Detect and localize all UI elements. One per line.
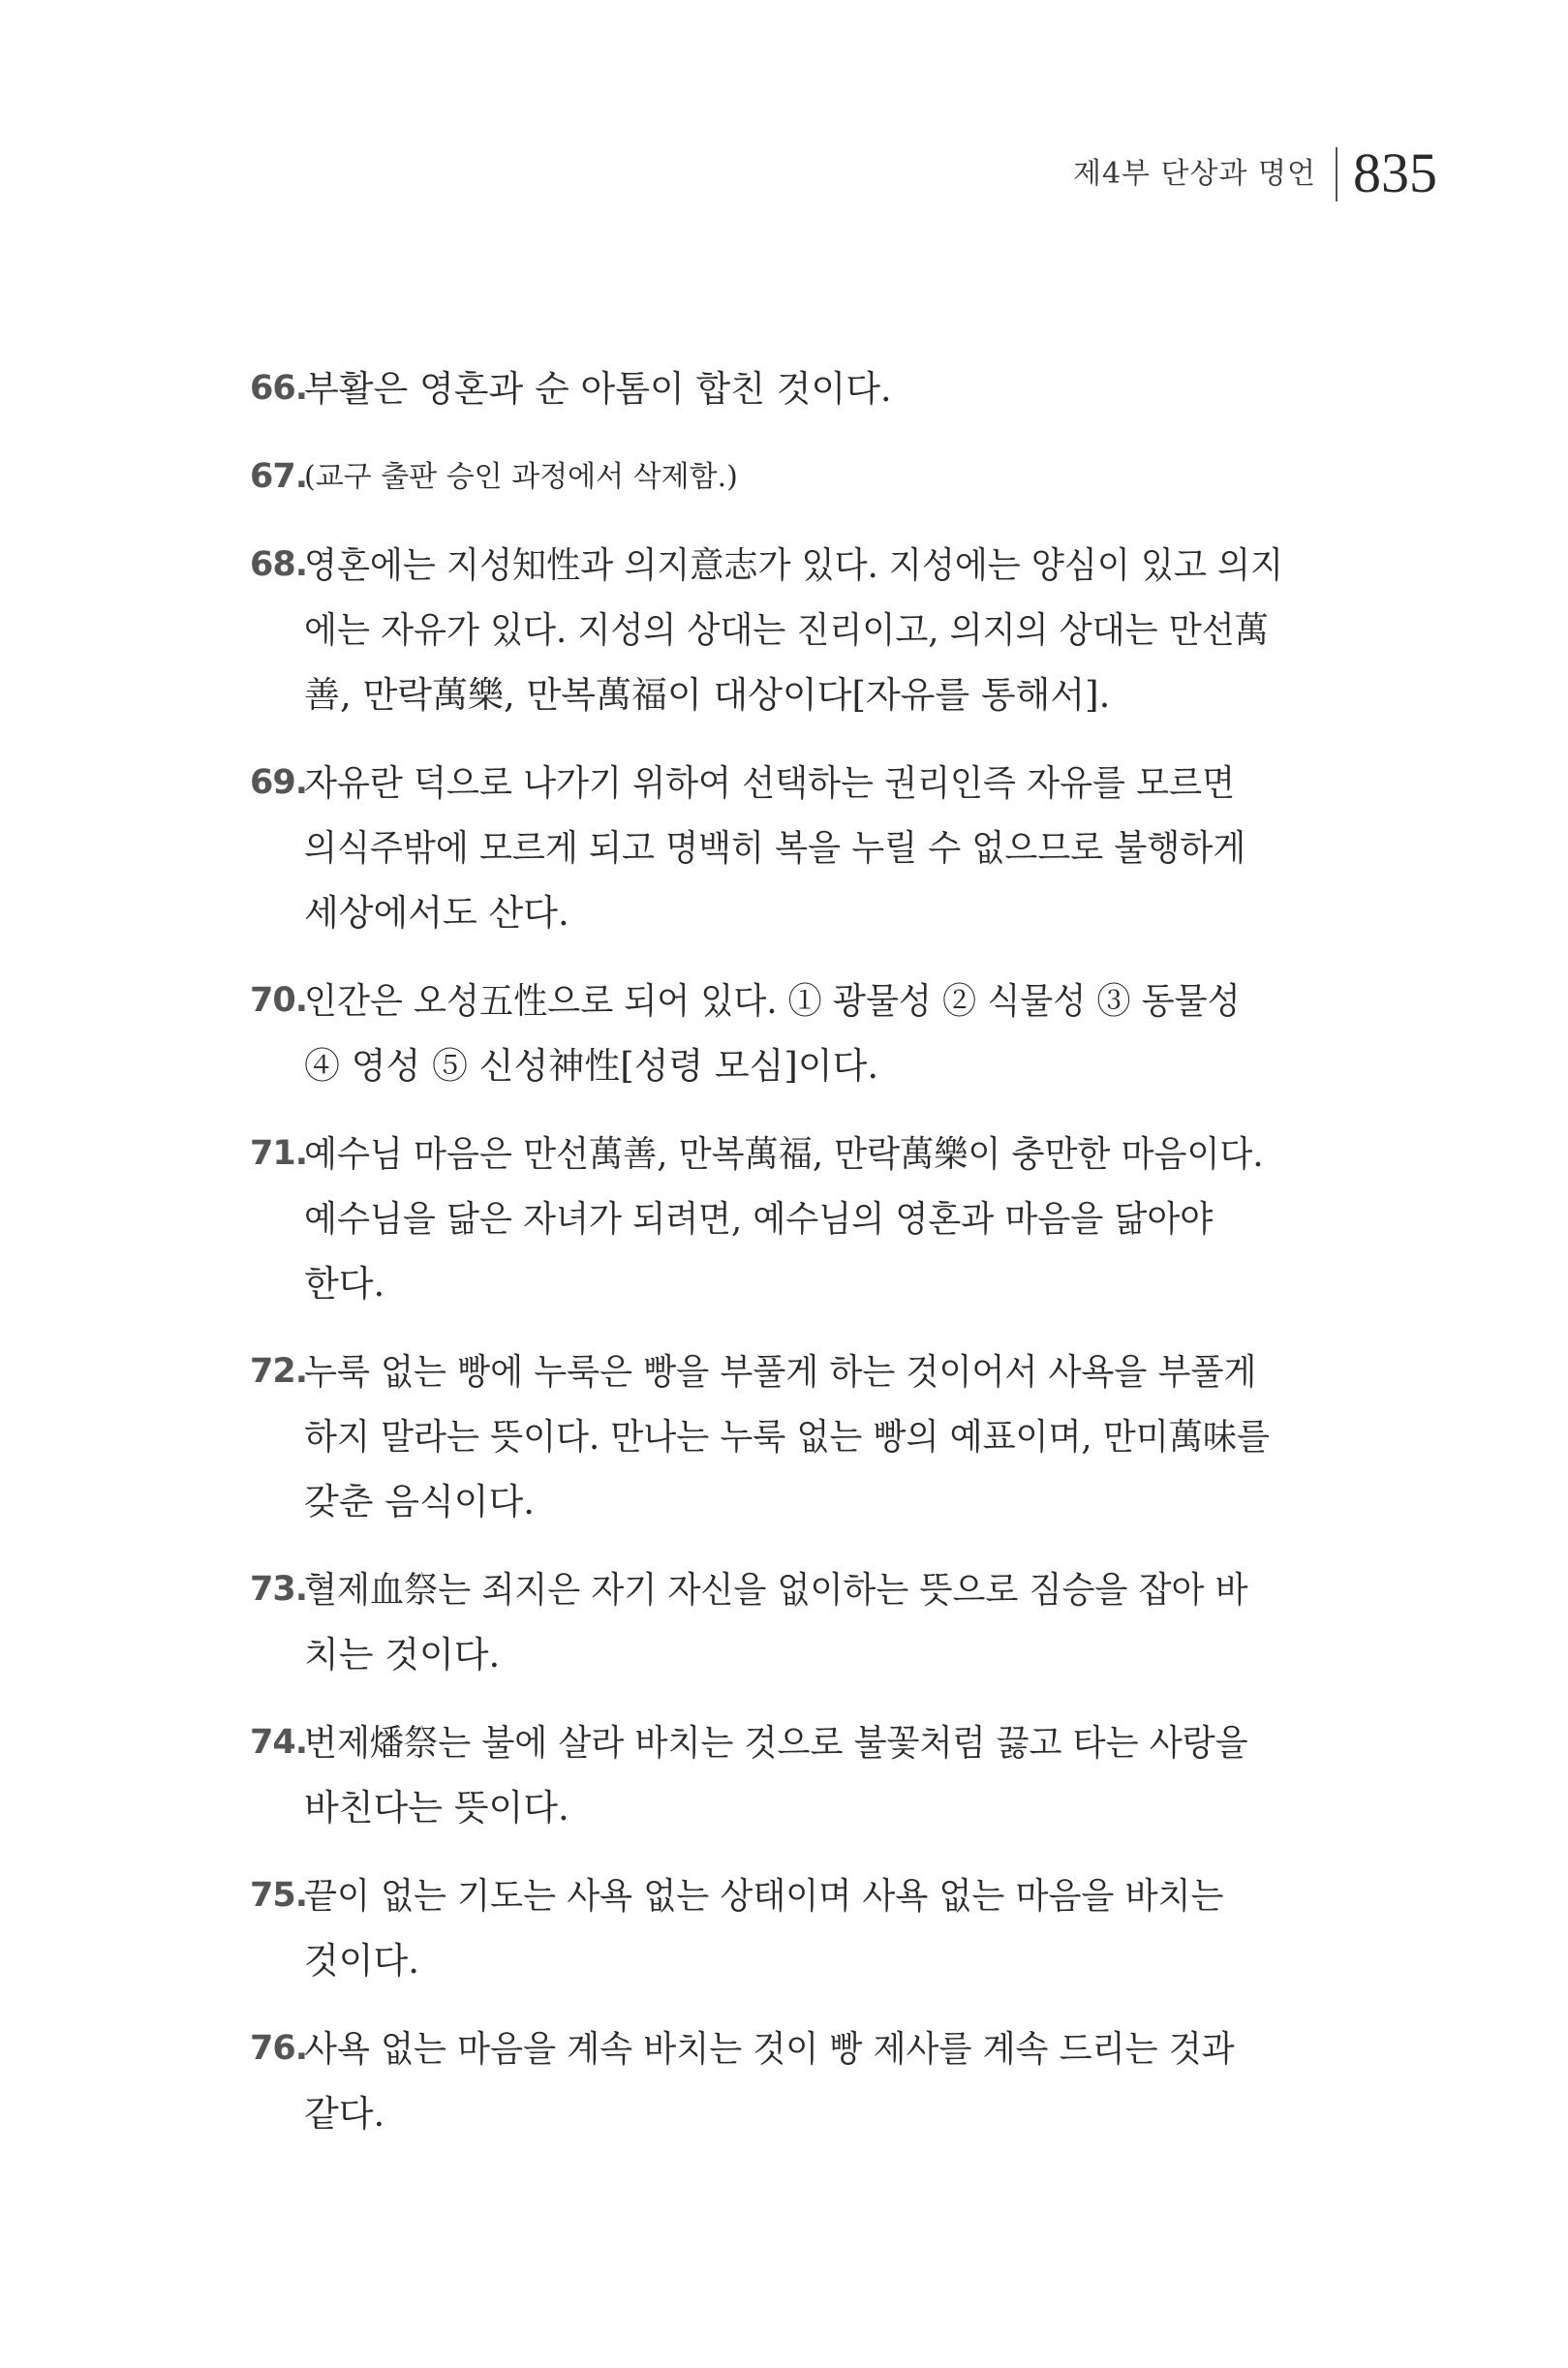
running-header [1072, 141, 1437, 204]
entry-text: 누룩 없는 빵에 누룩은 빵을 부풀게 하는 것이어서 사욕을 부풀게 [304, 1351, 1257, 1393]
list-item [250, 2016, 1315, 2146]
entry-line [250, 356, 1315, 421]
entry-line [250, 2081, 1315, 2146]
entry-number: 73. [250, 1570, 308, 1609]
entry-text: 하지 말라는 뜻이다. 만나는 누룩 없는 빵의 예표이며, 만미萬味를 [304, 1416, 1270, 1458]
entry-text: 바친다는 뜻이다. [304, 1787, 569, 1829]
list-item [250, 1339, 1315, 1534]
entry-text: 갖춘 음식이다. [304, 1481, 535, 1522]
entry-number: 68. [250, 545, 308, 584]
entry-line [250, 1186, 1315, 1251]
entry-text: 예수님 마음은 만선萬善, 만복萬福, 만락萬樂이 충만한 마음이다. [304, 1133, 1264, 1175]
entry-line [250, 1469, 1315, 1534]
list-item [250, 1863, 1315, 1993]
entry-text: 부활은 영혼과 순 아톰이 합친 것이다. [304, 368, 892, 410]
list-item [250, 1557, 1315, 1687]
entry-number: 67. [250, 457, 308, 496]
entry-text: 자유란 덕으로 나가기 위하여 선택하는 권리인즉 자유를 모르면 [304, 762, 1236, 804]
list-item [250, 969, 1315, 1098]
entry-line [250, 1033, 1315, 1098]
entry-text: 것이다. [304, 1940, 419, 1982]
entry-text: 혈제血祭는 죄지은 자기 자신을 없이하는 뜻으로 짐승을 잡아 바 [304, 1569, 1248, 1611]
entry-line [250, 533, 1315, 598]
entry-line [250, 1251, 1315, 1316]
entry-number: 69. [250, 763, 308, 802]
entry-number: 74. [250, 1723, 308, 1762]
entry-line [250, 880, 1315, 945]
list-item [250, 445, 1315, 509]
entry-text: 에는 자유가 있다. 지성의 상대는 진리이고, 의지의 상대는 만선萬 [304, 609, 1269, 651]
entry-text: 예수님을 닮은 자녀가 되려면, 예수님의 영혼과 마음을 닮아야 [304, 1198, 1214, 1240]
chapter-title: 제4부 단상과 명언 [1072, 157, 1316, 191]
entry-text: 한다. [304, 1263, 385, 1305]
entry-text: 의식주밖에 모르게 되고 명백히 복을 누릴 수 없으므로 불행하게 [304, 827, 1246, 869]
entry-line [250, 598, 1315, 662]
list-item [250, 1710, 1315, 1840]
list-item [250, 533, 1315, 727]
entry-line [250, 1339, 1315, 1404]
page-number: 835 [1353, 141, 1437, 204]
entry-text: 끝이 없는 기도는 사욕 없는 상태이며 사욕 없는 마음을 바치는 [304, 1875, 1224, 1917]
entry-line [250, 445, 1315, 509]
entry-text: 번제燔祭는 불에 살라 바치는 것으로 불꽃처럼 끓고 타는 사랑을 [304, 1722, 1248, 1764]
entry-text: 善, 만락萬樂, 만복萬福이 대상이다[자유를 통해서]. [304, 674, 1111, 716]
entry-text: (교구 출판 승인 과정에서 삭제함.) [304, 460, 738, 494]
entry-line [250, 1775, 1315, 1840]
entry-line [250, 1122, 1315, 1186]
entry-line [250, 969, 1315, 1033]
entry-line [250, 1404, 1315, 1469]
entry-number: 72. [250, 1352, 308, 1391]
entry-line [250, 1710, 1315, 1775]
entry-text: ④ 영성 ⑤ 신성神性[성령 모심]이다. [304, 1045, 879, 1087]
entry-text: 인간은 오성五性으로 되어 있다. ① 광물성 ② 식물성 ③ 동물성 [304, 980, 1241, 1022]
entry-line [250, 1863, 1315, 1928]
entry-number: 66. [250, 369, 308, 408]
list-item [250, 356, 1315, 421]
entry-text: 사욕 없는 마음을 계속 바치는 것이 빵 제사를 계속 드리는 것과 [304, 2028, 1235, 2070]
entry-text: 세상에서도 산다. [304, 892, 569, 934]
entry-line [250, 1622, 1315, 1687]
entry-text: 같다. [304, 2093, 385, 2135]
entry-line [250, 662, 1315, 727]
entry-line [250, 1557, 1315, 1622]
entry-line [250, 1928, 1315, 1993]
entry-text: 영혼에는 지성知性과 의지意志가 있다. 지성에는 양심이 있고 의지 [304, 544, 1283, 586]
maxim-list [250, 356, 1315, 2169]
entry-number: 75. [250, 1876, 308, 1915]
header-divider [1336, 147, 1337, 201]
entry-number: 71. [250, 1134, 308, 1173]
entry-number: 76. [250, 2029, 308, 2068]
entry-line [250, 815, 1315, 880]
entry-line [250, 751, 1315, 815]
list-item [250, 751, 1315, 945]
entry-text: 치는 것이다. [304, 1634, 501, 1676]
entry-line [250, 2016, 1315, 2081]
entry-number: 70. [250, 981, 308, 1020]
list-item [250, 1122, 1315, 1316]
